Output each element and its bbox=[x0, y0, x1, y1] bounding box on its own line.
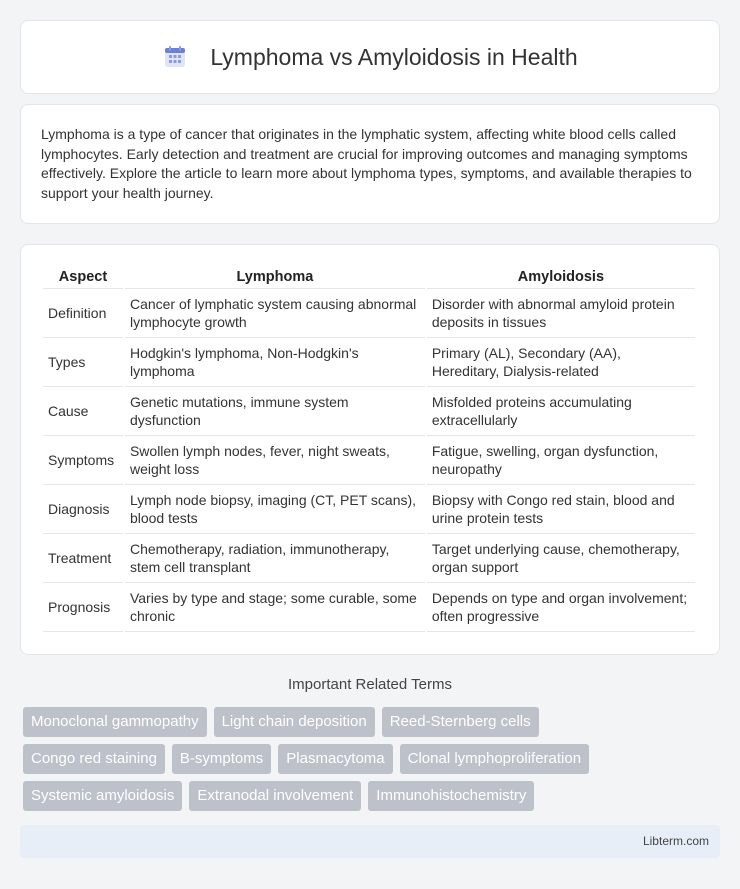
tag-b-symptoms[interactable]: B-symptoms bbox=[172, 744, 271, 774]
row-aspect: Types bbox=[43, 338, 123, 387]
comparison-table bbox=[41, 266, 697, 632]
tag-row bbox=[23, 781, 723, 811]
tag-immunohistochemistry[interactable]: Immunohistochemistry bbox=[368, 781, 534, 811]
row-lymphoma: Swollen lymph nodes, fever, night sweats, weight loss bbox=[125, 436, 425, 485]
page-title: Lymphoma vs Amyloidosis in Health bbox=[210, 43, 578, 70]
row-amyloidosis: Depends on type and organ involvement; often progressive bbox=[427, 583, 695, 632]
intro-card bbox=[20, 104, 720, 224]
row-lymphoma: Lymph node biopsy, imaging (CT, PET scans), blood tests bbox=[125, 485, 425, 534]
tag-extranodal-involvement[interactable]: Extranodal involvement bbox=[189, 781, 361, 811]
related-terms-title: Important Related Terms bbox=[288, 676, 452, 693]
tag-row bbox=[23, 744, 723, 774]
tag-light-chain-deposition[interactable]: Light chain deposition bbox=[214, 707, 375, 737]
row-aspect: Prognosis bbox=[43, 583, 123, 632]
row-aspect: Definition bbox=[43, 289, 123, 338]
tag-systemic-amyloidosis[interactable]: Systemic amyloidosis bbox=[23, 781, 182, 811]
title-card bbox=[20, 20, 720, 94]
header-lymphoma: Lymphoma bbox=[125, 266, 425, 289]
row-amyloidosis: Fatigue, swelling, organ dysfunction, neuropathy bbox=[427, 436, 695, 485]
table-row bbox=[43, 289, 695, 338]
footer bbox=[20, 825, 720, 858]
related-terms-section bbox=[0, 676, 740, 693]
table-row bbox=[43, 436, 695, 485]
tag-clonal-lymphoproliferation[interactable]: Clonal lymphoproliferation bbox=[400, 744, 589, 774]
tag-plasmacytoma[interactable]: Plasmacytoma bbox=[278, 744, 392, 774]
table-row bbox=[43, 485, 695, 534]
row-lymphoma: Cancer of lymphatic system causing abnormal lymphocyte growth bbox=[125, 289, 425, 338]
calendar-icon bbox=[162, 44, 188, 70]
table-row bbox=[43, 338, 695, 387]
header-amyloidosis: Amyloidosis bbox=[427, 266, 695, 289]
row-amyloidosis: Target underlying cause, chemotherapy, organ support bbox=[427, 534, 695, 583]
row-lymphoma: Chemotherapy, radiation, immunotherapy, stem cell transplant bbox=[125, 534, 425, 583]
footer-site-link[interactable]: Libterm.com bbox=[642, 834, 709, 848]
table-row bbox=[43, 387, 695, 436]
intro-text: Lymphoma is a type of cancer that originates in the lymphatic system, affecting white blood cells called lymphocytes. Early detection and treatment are crucial for improving outcomes and managing symptoms effectively. Explore the article to learn more about lymphoma types, symptoms, and available therapies to support your health journey. bbox=[41, 126, 692, 201]
tag-monoclonal-gammopathy[interactable]: Monoclonal gammopathy bbox=[23, 707, 207, 737]
row-aspect: Cause bbox=[43, 387, 123, 436]
row-amyloidosis: Primary (AL), Secondary (AA), Hereditary, Dialysis-related bbox=[427, 338, 695, 387]
table-header-row bbox=[43, 266, 695, 289]
row-lymphoma: Genetic mutations, immune system dysfunction bbox=[125, 387, 425, 436]
row-amyloidosis: Biopsy with Congo red stain, blood and urine protein tests bbox=[427, 485, 695, 534]
related-terms-tags bbox=[23, 707, 723, 818]
comparison-card bbox=[20, 244, 720, 655]
table-row bbox=[43, 534, 695, 583]
tag-congo-red-staining[interactable]: Congo red staining bbox=[23, 744, 165, 774]
row-lymphoma: Hodgkin's lymphoma, Non-Hodgkin's lymphoma bbox=[125, 338, 425, 387]
row-aspect: Symptoms bbox=[43, 436, 123, 485]
row-aspect: Treatment bbox=[43, 534, 123, 583]
table-row bbox=[43, 583, 695, 632]
row-lymphoma: Varies by type and stage; some curable, some chronic bbox=[125, 583, 425, 632]
tag-row bbox=[23, 707, 723, 737]
tag-reed-sternberg-cells[interactable]: Reed-Sternberg cells bbox=[382, 707, 539, 737]
row-amyloidosis: Disorder with abnormal amyloid protein deposits in tissues bbox=[427, 289, 695, 338]
row-amyloidosis: Misfolded proteins accumulating extracellularly bbox=[427, 387, 695, 436]
row-aspect: Diagnosis bbox=[43, 485, 123, 534]
header-aspect: Aspect bbox=[43, 266, 123, 289]
